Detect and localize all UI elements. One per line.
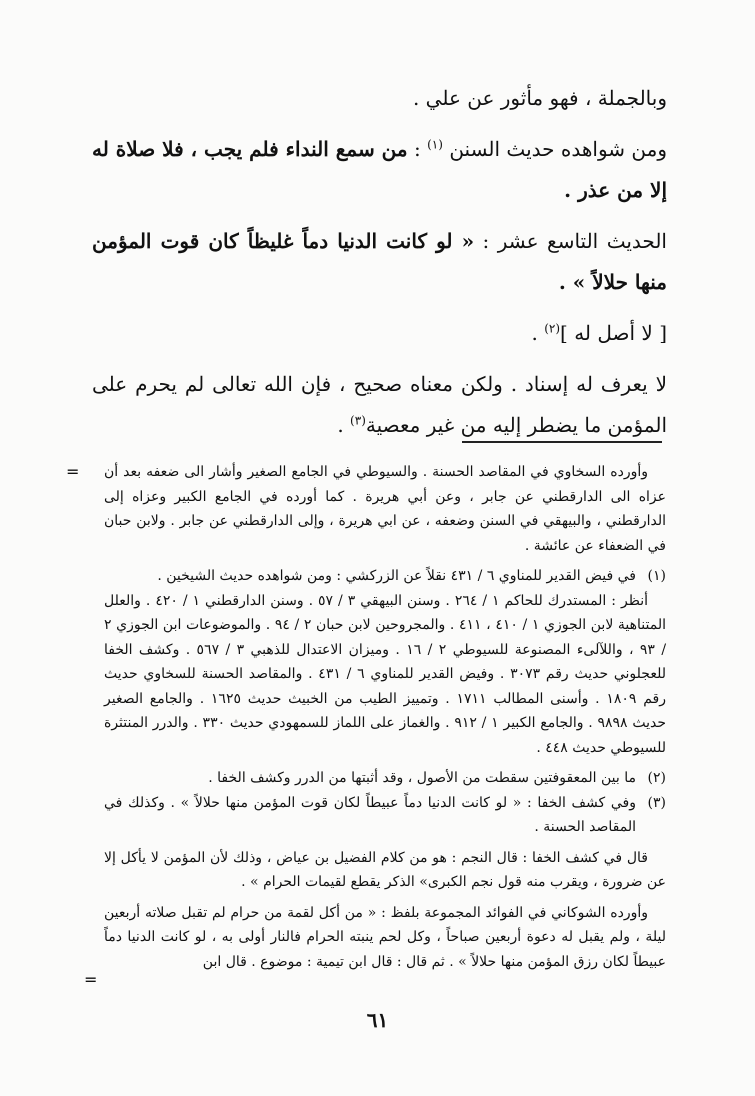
continuation-marker-top: = [66, 462, 80, 481]
footnote-3-number: (٣) [647, 794, 666, 811]
footnotes [104, 460, 666, 980]
hadith-text-19: « لو كانت الدنيا دماً غليظاً كان قوت المؤمن منها حلالاً » . [92, 229, 667, 294]
footnote-3-text: وفي كشف الخفا : « لو كانت الدنيا دماً عبيطاً لكان قوت المؤمن منها حلالاً » . وكذلك في المقاصد الحسنة . [104, 794, 636, 835]
period: . [337, 413, 351, 437]
footnote-separator [462, 441, 662, 443]
footnote-1-references: أنظر : المستدرك للحاكم ١ / ٢٦٤ . وسنن البيهقي ٣ / ٥٧ . وسنن الدارقطني ١ / ٤٢٠ . والعلل المتناهية لابن الجوزي ١ / ٤١٠ ، ٤١١ . والمجروحين لابن حبان ٢ / ٩٤ . والموضوعات ابن الجوزي ٢ / ٩٣ ، واللآلىء المصنوعة للسيوطي ٢ / ١٦ . وميزان الاعتدال للذهبي ٣ / ٥٦٧ . وكشف الخفا للعجلوني حديث رقم ٣٠٧٣ . وفيض القدير للمناوي ٦ / ٤٣١ . والمقاصد الحسنة للسخاوي حديث رقم ١٨٠٩ . وأسنى المطالب ١٧١١ . وتمييز الطيب من الخبيث حديث ١٦٢٥ . والجامع الصغير حديث ٩٨٩٨ . والجامع الكبير ١ / ٩١٢ . والغماز على اللماز للسمهودي حديث ٣٣٠ . والدرر المنتثرة للسيوطي حديث ٤٤٨ . [104, 592, 667, 756]
paragraph-2 [92, 129, 667, 211]
period: . [531, 321, 545, 345]
footnote-1-text: في فيض القدير للمناوي ٦ / ٤٣١ نقلاً عن الزركشي : ومن شواهده حديث الشيخين . [157, 568, 636, 584]
footnote-ref-2: (٢) [544, 321, 561, 336]
paragraph-3 [92, 221, 667, 303]
footnote-1 [104, 564, 666, 589]
footnote-3-commentary: قال في كشف الخفا : قال النجم : هو من كلام الفضيل بن عياض ، وذلك لأن المؤمن لا يأكل إلا عن ضرورة ، ويقرب منه قول نجم الكبرى» الذكر يقطع لقيمات الحرام » . [104, 849, 666, 890]
paragraph-1: وبالجملة ، فهو مأثور عن علي . [412, 86, 667, 110]
footnote-ref-3: (٣) [350, 413, 366, 428]
hadith-heading: الحديث التاسع عشر : [474, 229, 667, 253]
footnote-ref-1: (١) [427, 137, 443, 152]
colon: : [407, 137, 428, 161]
paragraph-5 [92, 364, 667, 446]
no-origin-note: [ لا أصل له ] [560, 321, 667, 345]
footnote-continuation: وأورده السخاوي في المقاصد الحسنة . والسيوطي في الجامع الصغير وأشار الى ضعفه بعد أن عزاه الى الدارقطني عن جابر ، وعن أبي هريرة . كما أورده في الجامع الكبير وعزاه إلى الدارقطني ، والبيهقي في السنن وضعفه ، عن ابي هريرة ، وإلى الدارقطني عن جابر . ولابن حبان في الضعفاء عن عائشة . [104, 464, 666, 554]
footnote-2-number: (٢) [647, 770, 666, 786]
footnote-1-number: (١) [647, 568, 666, 584]
commentary: لا يعرف له إسناد . ولكن معناه صحيح ، فإن الله تعالى لم يحرم على المؤمن ما يضطر إليه من غير معصية [92, 372, 667, 437]
paragraph-2-intro: ومن شواهده حديث السنن [449, 137, 668, 161]
hadith-text-1: من سمع النداء فلم يجب ، فلا صلاة له إلا من عذر . [92, 137, 667, 202]
paragraph-4 [92, 313, 667, 354]
footnote-2 [104, 766, 666, 791]
continuation-marker-bottom: = [84, 970, 98, 989]
footnote-3-shawkani: وأورده الشوكاني في الفوائد المجموعة بلفظ : « من أكل لقمة من حرام لم تقبل صلاته أربعين ليلة ، ولم يقبل له دعوة أربعين صباحاً ، وكل لحم ينبته الحرام فالنار أولى به ، لو كانت الدنيا دماً عبيطاً لكان رزق المؤمن منها حلالاً » . ثم قال : قال ابن تيمية : موضوع . قال ابن [104, 904, 666, 970]
footnote-2-text: ما بين المعقوفتين سقطت من الأصول ، وقد أثبتها من الدرر وكشف الخفا . [208, 770, 636, 786]
footnote-3 [104, 791, 666, 840]
main-text [92, 78, 667, 456]
page-number: ٦١ [366, 1008, 389, 1032]
